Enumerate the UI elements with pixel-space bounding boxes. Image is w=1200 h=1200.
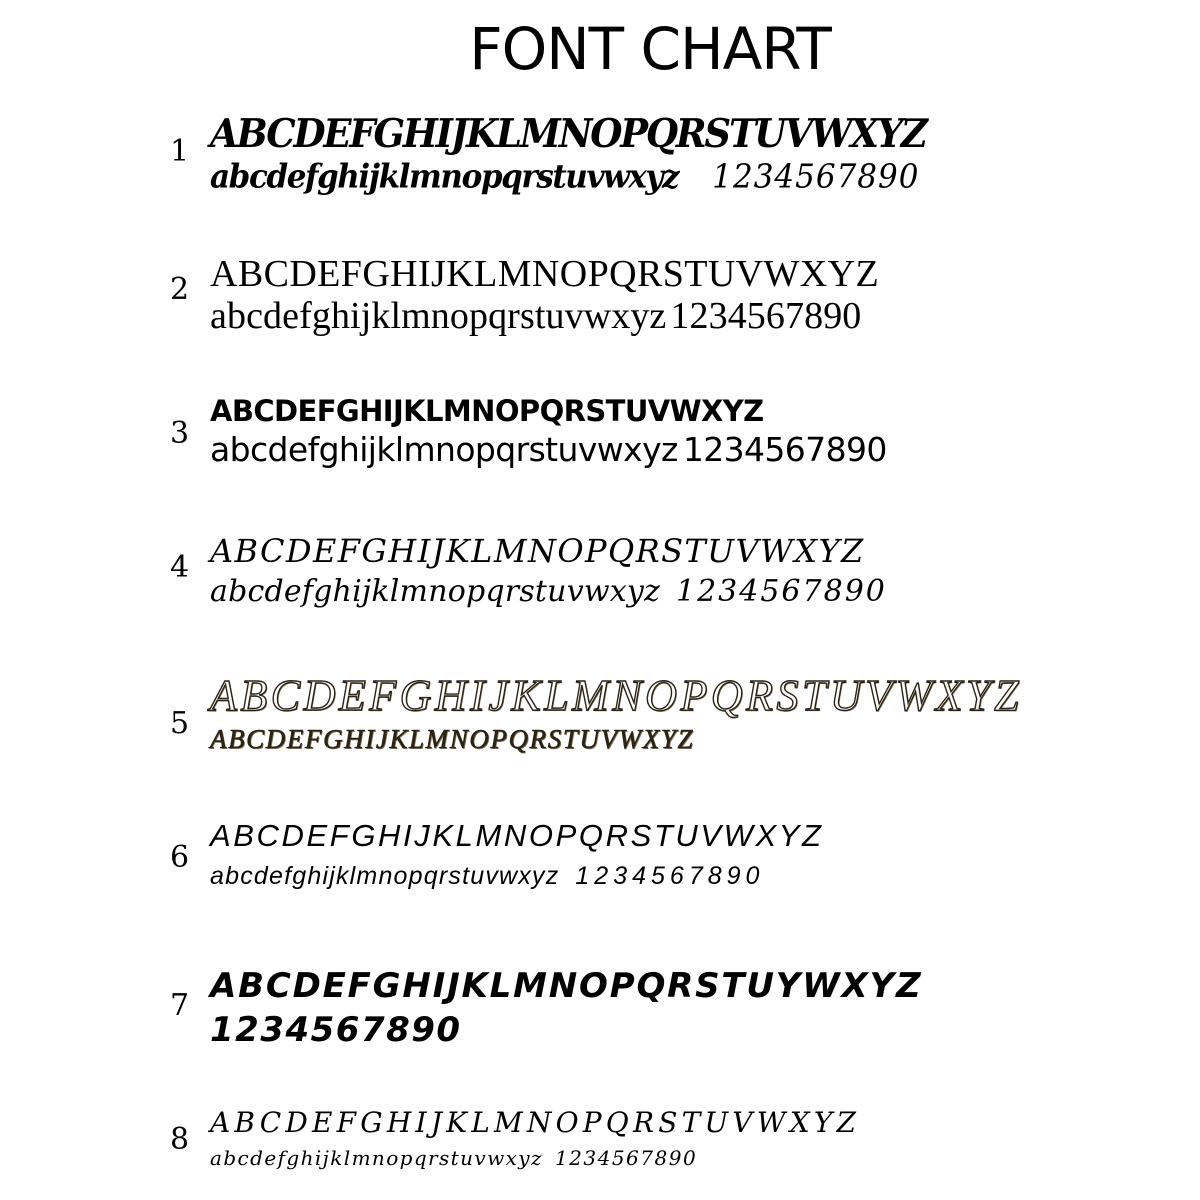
uppercase-line: [210, 394, 764, 428]
uppercase-line: [210, 966, 922, 1006]
uppercase-line: [210, 818, 824, 854]
font-number: 1: [170, 134, 190, 169]
uppercase-sample: ABCDEFGHIJKLMNOPQRSTUVWXYZ: [210, 110, 926, 157]
lowercase-sample: abcdefghijklmnopqrstuvwxyz: [210, 574, 660, 609]
uppercase-sample: ABCDEFGHIJKLMNOPQRSTUYWXYZ: [210, 966, 923, 1006]
uppercase-sample: ABCDEFGHIJKLMNOPQRSTUVWXYZ: [210, 1106, 861, 1139]
digits-sample: 1234567890: [575, 862, 765, 890]
uppercase-sample: ABCDEFGHIJKLMNOPQRSTUVWXYZ: [210, 253, 880, 295]
lowercase-sample: abcdefghijklmnopqrstuvwxyz: [210, 158, 679, 196]
digits-sample: 1234567890: [676, 574, 887, 609]
digits-sample: 1234567890: [554, 1146, 698, 1170]
uppercase-line: [210, 110, 926, 156]
font-number: 6: [170, 840, 190, 875]
font-number: 5: [170, 706, 190, 741]
lowercase-line: [210, 574, 887, 609]
uppercase-line: [210, 532, 865, 570]
lowercase-sample: abcdefghijklmnopqrstuvwxyz: [210, 430, 678, 469]
lowercase-sample: abcdefghijklmnopqrstuvwxyz: [210, 862, 560, 890]
font-number: 3: [170, 416, 190, 451]
uppercase-line: [210, 670, 1022, 721]
digits-sample: 1234567890: [712, 158, 920, 196]
page-title: FONT CHART: [469, 15, 831, 83]
font-number: 8: [170, 1122, 190, 1157]
uppercase-sample: ABCDEFGHIJKLMNOPQRSTUVWXYZ: [210, 532, 865, 570]
lowercase-sample: abcdefghijklmnopqrstuvwxyz: [210, 1146, 543, 1170]
uppercase-line: [210, 252, 879, 296]
digits-line: [210, 1010, 462, 1050]
lowercase-line: [210, 724, 694, 755]
lowercase-line: [210, 158, 919, 196]
digits-sample: 1234567890: [670, 295, 862, 337]
lowercase-sample: abcdefghijklmnopqrstuvwxyz: [210, 295, 667, 337]
lowercase-line: [210, 1146, 697, 1170]
lowercase-line: [210, 862, 764, 891]
uppercase-line: [210, 1106, 860, 1139]
font-number: 7: [170, 988, 190, 1023]
font-number: 2: [170, 272, 190, 307]
uppercase-sample: ABCDEFGHIJKLMNOPQRSTUVWXYZ: [210, 671, 1023, 720]
uppercase-sample: ABCDEFGHIJKLMNOPQRSTUVWXYZ: [210, 818, 824, 853]
digits-sample: 1234567890: [210, 1010, 462, 1050]
small-uppercase-sample: ABCDEFGHIJKLMNOPQRSTUVWXYZ: [210, 724, 695, 754]
uppercase-sample: ABCDEFGHIJKLMNOPQRSTUVWXYZ: [210, 394, 764, 428]
lowercase-line: [210, 294, 861, 338]
font-number: 4: [170, 550, 190, 585]
lowercase-line: [210, 430, 887, 469]
digits-sample: 1234567890: [682, 430, 887, 469]
